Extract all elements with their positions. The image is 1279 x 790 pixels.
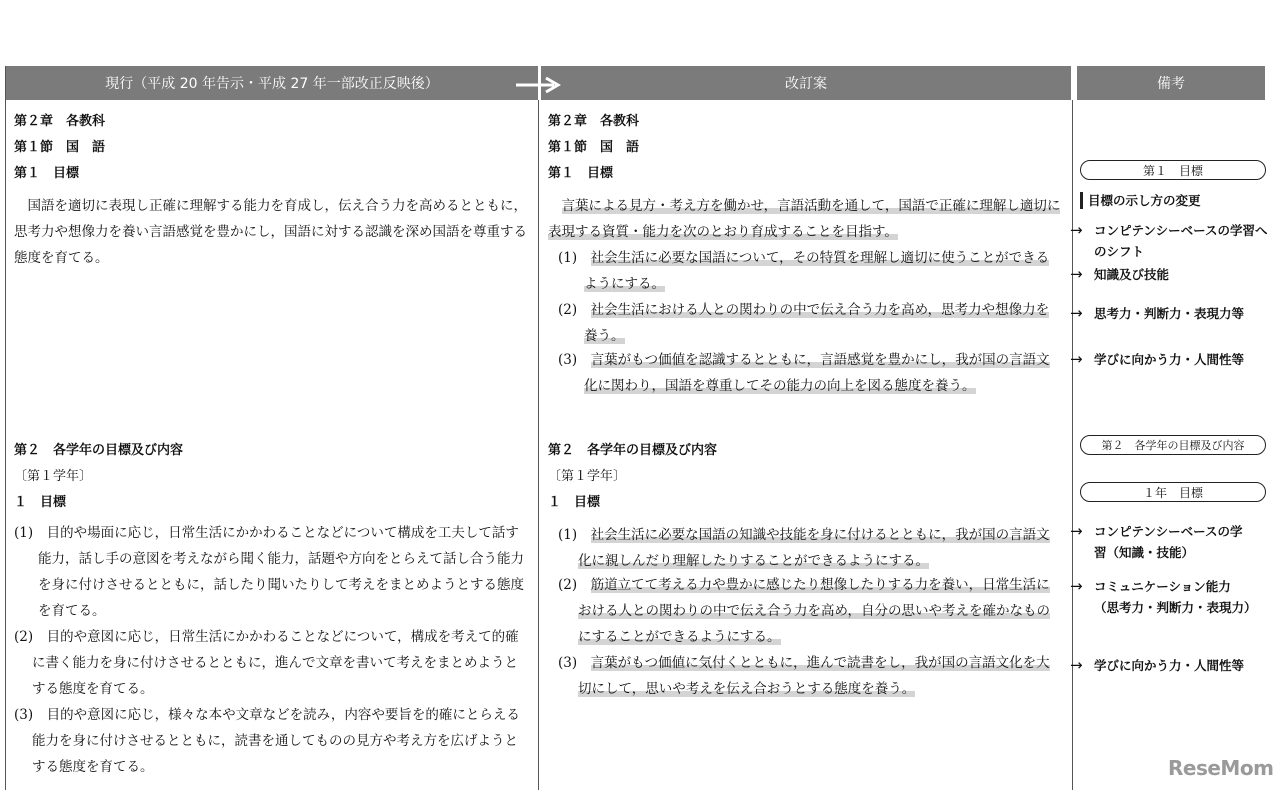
left-goal-heading: 第１ 目標 bbox=[14, 166, 80, 181]
remark-competency-2-line2: 習（知識・技能） bbox=[1094, 545, 1195, 560]
mid-goal-lead: 言葉による見方・考え方を働かせ，言語活動を通して，国語で正確に理解し適切に表現する資質・能力を次のとおり育成することを目指す。 bbox=[548, 198, 1061, 240]
remark-learning-2: 学びに向かう力・人間性等 bbox=[1094, 658, 1245, 673]
left-chapter: 第２章 各教科 bbox=[14, 114, 106, 129]
left-grade-heading: 第２ 各学年の目標及び内容 bbox=[14, 443, 184, 458]
arrow-right-icon: → bbox=[1070, 656, 1083, 674]
arrow-right-icon: → bbox=[1070, 221, 1083, 239]
left-goal-text: 国語を適切に表現し正確に理解する能力を育成し，伝え合う力を高めるとともに，思考力や想像力を養い言語感覚を豊かにし，国語に対する認識を深め国語を尊重する態度を育てる。 bbox=[14, 198, 527, 266]
arrow-right-icon bbox=[514, 76, 562, 94]
column-divider bbox=[5, 66, 6, 790]
remark-communication-line2: （思考力・判断力・表現力） bbox=[1094, 600, 1257, 615]
remark-competency: コンピテンシーベースの学習へのシフト bbox=[1094, 223, 1268, 259]
remark-competency-2-line1: コンピテンシーベースの学 bbox=[1094, 524, 1243, 539]
resemom-logo: ReseMom bbox=[1168, 756, 1274, 780]
arrow-right-icon: → bbox=[1070, 265, 1083, 283]
left-item-2: (2) 目的や意図に応じ，日常生活にかかわることなどについて，構成を考えて的確に書く能力を身に付けさせるとともに，進んで文章を書いて考えをまとめようとする態度を育てる。 bbox=[14, 629, 519, 697]
mid-grade-heading: 第２ 各学年の目標及び内容 bbox=[548, 443, 718, 458]
left-grade: 〔第１学年〕 bbox=[14, 469, 93, 484]
mid-item-1: (1) 社会生活に必要な国語の知識や技能を身に付けるとともに，我が国の言語文化に親しんだり理解したりすることができるようにする。 bbox=[558, 527, 1050, 569]
left-grade-goal: １ 目標 bbox=[14, 495, 67, 510]
column-divider bbox=[538, 100, 539, 790]
arrow-right-icon: → bbox=[1070, 304, 1083, 322]
mid-goal-item-2: (2) 社会生活における人との関わりの中で伝え合う力を高め，思考力や想像力を養う。 bbox=[558, 302, 1050, 344]
remark-goal-change: 目標の示し方の変更 bbox=[1088, 193, 1201, 208]
remark-pill-goal: 第１ 目標 bbox=[1080, 160, 1266, 180]
arrow-right-icon: → bbox=[1070, 522, 1083, 540]
header-current: 現行（平成 20 年告示・平成 27 年一部改正反映後） bbox=[6, 66, 538, 100]
remark-thinking: 思考力・判断力・表現力等 bbox=[1094, 306, 1245, 321]
remark-bar-marker bbox=[1080, 192, 1083, 209]
header-remarks: 備考 bbox=[1077, 66, 1265, 100]
header-revised: 改訂案 bbox=[541, 66, 1071, 100]
mid-goal-item-3: (3) 言葉がもつ価値を認識するとともに，言語感覚を豊かにし，我が国の言語文化に関わり，国語を尊重してその能力の向上を図る態度を養う。 bbox=[558, 352, 1050, 394]
mid-section: 第１節 国 語 bbox=[548, 140, 640, 155]
remark-pill-grade: 第２ 各学年の目標及び内容 bbox=[1080, 435, 1266, 455]
mid-goal-heading: 第１ 目標 bbox=[548, 166, 614, 181]
remark-pill-year: １年 目標 bbox=[1080, 482, 1266, 502]
remark-learning: 学びに向かう力・人間性等 bbox=[1094, 352, 1245, 367]
left-item-1: (1) 目的や場面に応じ，日常生活にかかわることなどについて構成を工夫して話す能力，話し手の意図を考えながら聞く能力，話題や方向をとらえて話し合う能力を身に付けさせるとともに，話したり聞いたりして考えをまとめようとする態度を育てる。 bbox=[14, 525, 524, 619]
left-section: 第１節 国 語 bbox=[14, 140, 106, 155]
column-divider bbox=[1072, 100, 1073, 790]
mid-item-3: (3) 言葉がもつ価値に気付くとともに，進んで読書をし，我が国の言語文化を大切にして，思いや考えを伝え合おうとする態度を養う。 bbox=[558, 655, 1050, 697]
remark-communication-line1: コミュニケーション能力 bbox=[1094, 579, 1231, 594]
remark-knowledge: 知識及び技能 bbox=[1094, 267, 1170, 282]
mid-grade-goal: １ 目標 bbox=[548, 495, 601, 510]
arrow-right-icon: → bbox=[1070, 350, 1083, 368]
mid-chapter: 第２章 各教科 bbox=[548, 114, 640, 129]
mid-goal-item-1: (1) 社会生活に必要な国語について，その特質を理解し適切に使うことができるようにする。 bbox=[558, 250, 1050, 292]
mid-grade: 〔第１学年〕 bbox=[548, 469, 627, 484]
mid-item-2: (2) 筋道立てて考える力や豊かに感じたり想像したりする力を養い，日常生活における人との関わりの中で伝え合う力を高め，自分の思いや考えを確かなものにすることができるようにする。 bbox=[558, 577, 1050, 645]
left-item-3: (3) 目的や意図に応じ，様々な本や文章などを読み，内容や要旨を的確にとらえる能力を身に付けさせるとともに，読書を通してものの見方や考え方を広げようとする態度を育てる。 bbox=[14, 707, 520, 775]
arrow-right-icon: → bbox=[1070, 577, 1083, 595]
